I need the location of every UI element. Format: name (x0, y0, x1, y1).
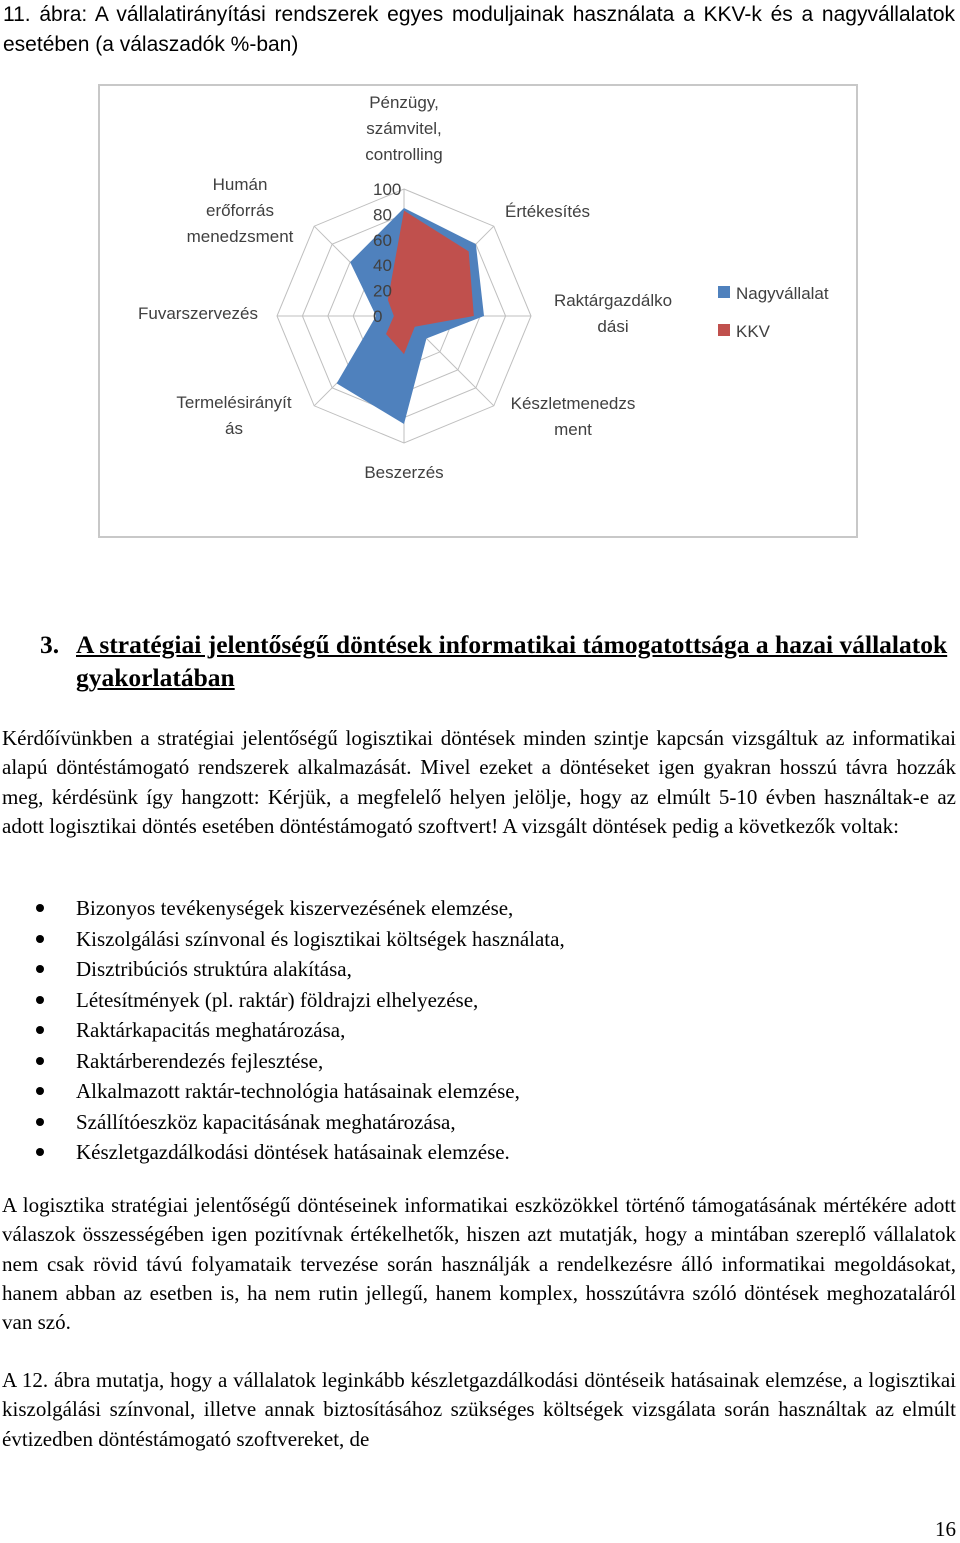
radar-chart (98, 84, 858, 538)
axis-label: Termelésirányít (176, 393, 292, 412)
axis-label: ás (225, 419, 243, 438)
paragraph-intro: Kérdőívünkben a stratégiai jelentőségű logisztikai döntések minden szintje kapcsán vizsgáltuk az informatikai alapú döntéstámogató rendszerek alkalmazását. Mivel ezeket a döntéseket igen gyakran hosszú távra hozzák meg, kérdésünk így hangzott: Kérjük, a megfelelő helyen jelölje, hogy az elmúlt 5-10 évben használtak-e az adott logisztikai döntés esetében döntéstámogató szoftvert! A vizsgált döntések pedig a következők voltak: (2, 726, 956, 838)
bullet-dot (36, 935, 44, 943)
axis-label: Készletmenedzs (510, 394, 636, 413)
legend-swatch (718, 286, 730, 298)
list-item-text: Alkalmazott raktár-technológia hatásainak elemzése, (76, 1079, 520, 1103)
list-item (0, 1046, 950, 1077)
axis-label: dási (597, 317, 629, 336)
axis-label: számvitel, (366, 119, 442, 138)
list-item-text: Bizonyos tevékenységek kiszervezésének elemzése, (76, 896, 514, 920)
list-item-text: Kiszolgálási színvonal és logisztikai költségek használata, (76, 926, 565, 951)
tick-label: 0 (373, 307, 383, 326)
tick-label: 60 (373, 230, 392, 250)
bullet-dot (36, 1026, 44, 1034)
list-item (0, 1107, 950, 1138)
list-item (0, 924, 950, 955)
bullet-dot (36, 1087, 44, 1095)
tick-label: 40 (373, 256, 392, 276)
tick-label: 20 (373, 281, 392, 301)
axis-label: erőforrás (205, 201, 275, 220)
axis-label: Pénzügy, (369, 93, 439, 112)
list-item-text: Készletgazdálkodási döntések hatásainak elemzése. (76, 1140, 510, 1164)
axis-label: Fuvarszervezés (138, 304, 258, 323)
paragraph-evaluation: A logisztika stratégiai jelentőségű döntéseinek informatikai eszközökkel történő támogatásának mértékére adott válaszok összességében igen pozitívnak értékelhetők, hiszen azt mutatják, hogy a mintában szereplő vállalatok nem csak rövid távú folyamataik tervezése során használják a rendelkezésre álló informatikai megoldásokat, hanem abban az esetben is, ha nem rutin jellegű, hanem komplex, hosszútávra szóló döntések meghozataláról van szó. (2, 1193, 956, 1335)
list-item-text: Raktárberendezés fejlesztése, (76, 1048, 324, 1073)
section-title: A stratégiai jelentőségű döntések informatikai támogatottsága a hazai vállalatok gyakorlatában (76, 630, 948, 692)
bullet-dot (36, 1148, 44, 1156)
section-number: 3. (40, 630, 60, 659)
radar-chart-svg (100, 86, 856, 536)
bullet-dot (36, 1118, 44, 1126)
axis-label: Beszerzés (364, 463, 444, 482)
bullet-dot (36, 965, 44, 973)
bullet-dot (36, 996, 44, 1004)
list-item-text: Disztribúciós struktúra alakítása, (76, 957, 352, 981)
axis-label: Humán (212, 175, 268, 194)
legend-entry: KKV (736, 322, 771, 341)
list-item-text: Raktárkapacitás meghatározása, (76, 1018, 346, 1042)
list-item (0, 954, 950, 985)
legend-swatch (718, 324, 730, 336)
decision-list (0, 893, 950, 1168)
axis-label: Raktárgazdálko (553, 291, 673, 310)
list-item (0, 1137, 950, 1168)
list-item-text: Létesítmények (pl. raktár) földrajzi elhelyezése, (76, 987, 479, 1012)
bullet-dot (36, 1057, 44, 1065)
tick-label: 100 (373, 180, 402, 199)
tick-label: 80 (373, 205, 392, 225)
axis-label: ment (554, 420, 592, 439)
paragraph-figure-reference: A 12. ábra mutatja, hogy a vállalatok leginkább készletgazdálkodási döntéseik hatásainak elemzése, a logisztikai kiszolgálási színvonal, illetve annak biztosításához szükséges költségek vizsgálata során használtak az elmúlt évtizedben döntéstámogató szoftvereket, de (2, 1368, 956, 1451)
axis-label: menedzsment (186, 227, 294, 246)
axis-label: Értékesítés (505, 202, 591, 221)
legend-entry: Nagyvállalat (736, 284, 829, 303)
bullet-dot (36, 904, 44, 912)
list-item (0, 1015, 950, 1046)
list-item (0, 893, 950, 924)
list-item (0, 985, 950, 1016)
axis-label: controlling (365, 145, 443, 164)
list-item-text: Szállítóeszköz kapacitásának meghatározása, (76, 1109, 456, 1134)
list-item (0, 1076, 950, 1107)
page-number: 16 (935, 1517, 956, 1541)
figure-caption: 11. ábra: A vállalatirányítási rendszerek egyes moduljainak használata a KKV-k és a nagyvállalatok esetében (a válaszadók %-ban) (3, 3, 955, 56)
